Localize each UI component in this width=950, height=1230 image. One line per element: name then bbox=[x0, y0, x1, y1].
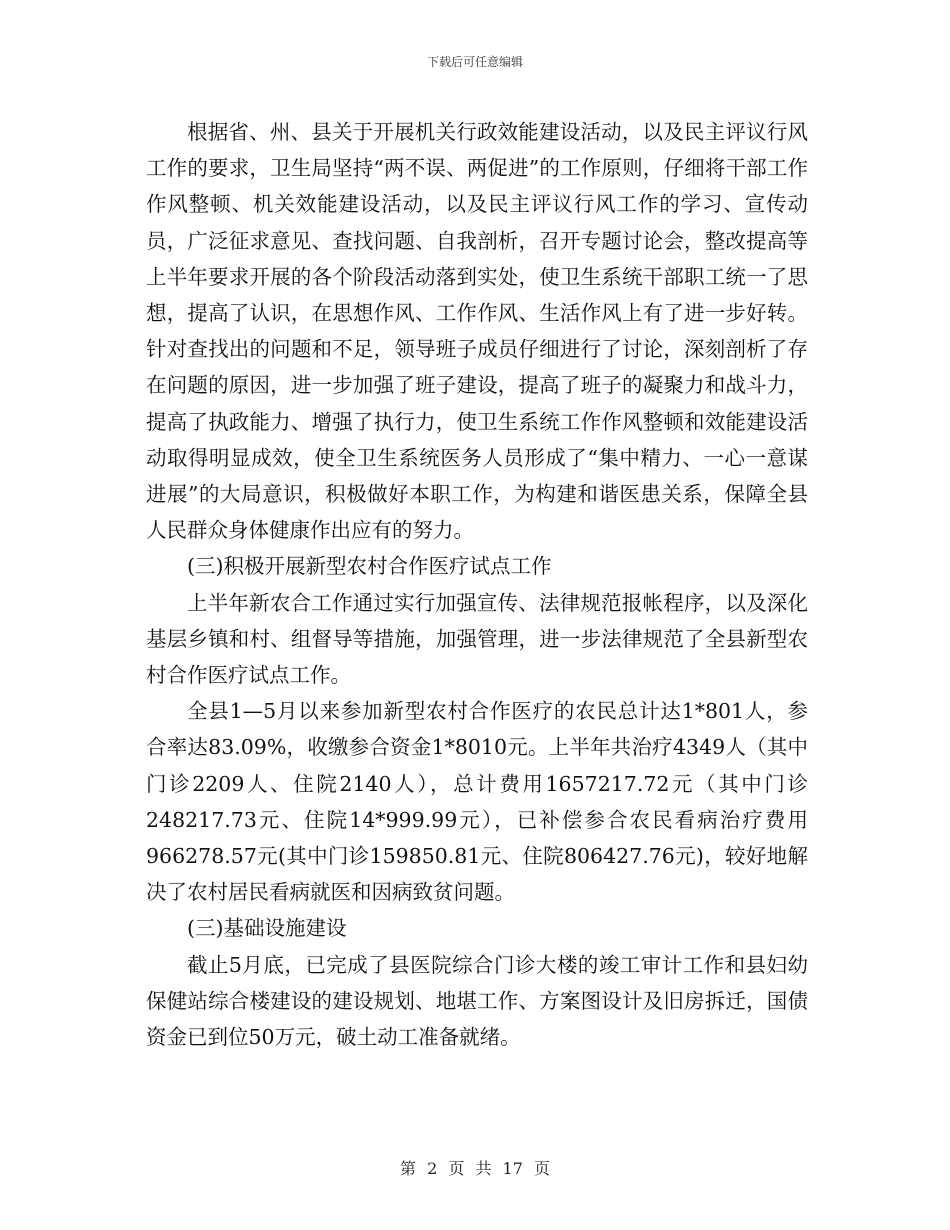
section-heading-infrastructure: (三)基础设施建设 bbox=[187, 916, 347, 941]
page-header-note: 下载后可任意编辑 bbox=[426, 55, 523, 69]
paragraph-rural-medical-statistics: 全县1—5月以来参加新型农村合作医疗的农民总计达1*801人，参合率达83.09%，收缴参合资金1*8010元。上半年共治疗4349人（其中门诊2209人、住院2140人），总计费用1657217.72元（其中门诊248217.73元、住院14*999.99元），已补偿参合农民看病治疗费用966278.57元(其中门诊159850.81元、住院806427.76元)，较好地解决了农村居民看病就医和因病致贫问题。 bbox=[146, 699, 808, 905]
paragraph-infrastructure: 截止5月底，已完成了县医院综合门诊大楼的竣工审计工作和县妇幼保健站综合楼建设的建设规划、地堪工作、方案图设计及旧房拆迁，国债资金已到位50万元，破土动工准备就绪。 bbox=[146, 952, 808, 1050]
paragraph-work-style: 根据省、州、县关于开展机关行政效能建设活动，以及民主评议行风工作的要求，卫生局坚持“两不误、两促进”的工作原则，仔细将干部工作作风整顿、机关效能建设活动，以及民主评议行风工作的学习、宣传动员，广泛征求意见、查找问题、自我剖析，召开专题讨论会，整改提高等上半年要求开展的各个阶段活动落到实处，使卫生系统干部职工统一了思想，提高了认识，在思想作风、工作作风、生活作风上有了进一步好转。针对查找出的问题和不足，领导班子成员仔细进行了讨论，深刻剖析了存在问题的原因，进一步加强了班子建设，提高了班子的凝聚力和战斗力，提高了执政能力、增强了执行力，使卫生系统工作作风整顿和效能建设活动取得明显成效，使全卫生系统医务人员形成了“集中精力、一心一意谋进展”的大局意识，积极做好本职工作，为构建和谐医患关系，保障全县人民群众身体健康作出应有的努力。 bbox=[146, 120, 808, 543]
page-number-footer: 第 2 页 共 17 页 bbox=[400, 1159, 550, 1178]
section-heading-rural-medical: (三)积极开展新型农村合作医疗试点工作 bbox=[187, 554, 552, 579]
paragraph-rural-medical-management: 上半年新农合工作通过实行加强宣传、法律规范报帐程序，以及深化基层乡镇和村、组督导等措施，加强管理，进一步法律规范了全县新型农村合作医疗试点工作。 bbox=[146, 590, 808, 688]
document-body bbox=[146, 114, 808, 1055]
